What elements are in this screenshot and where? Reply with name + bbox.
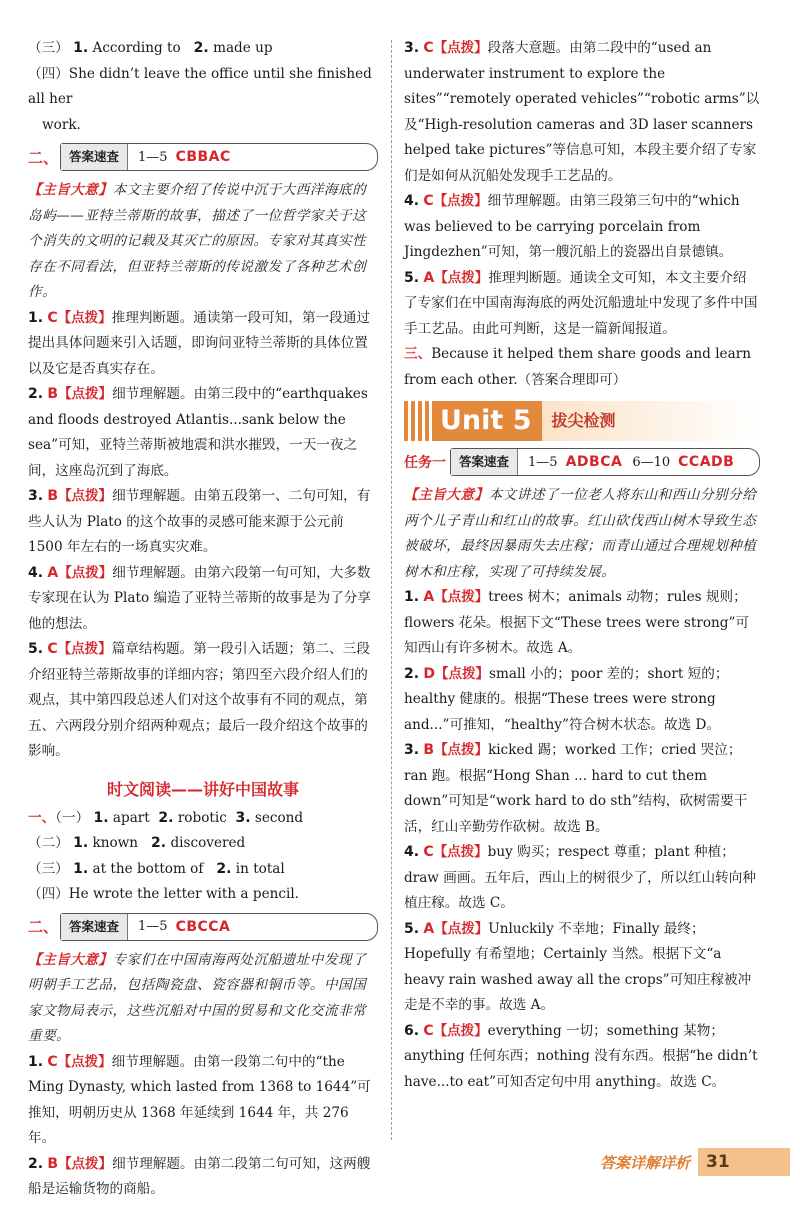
explanation-item <box>404 585 760 662</box>
explanation-item <box>28 306 378 383</box>
section-number: 二、 <box>28 918 59 936</box>
answer-text: at the bottom of <box>92 860 204 877</box>
hint-tag: 【点拨】 <box>434 742 489 758</box>
answer-number: 2. <box>216 860 232 877</box>
unit-subtitle: 拔尖检测 <box>542 401 761 441</box>
main-idea-tag: 【主旨大意】 <box>28 951 113 968</box>
item-answer: A <box>423 589 435 605</box>
answer-quick-check-box <box>60 913 378 941</box>
section-number: 二、 <box>28 148 59 167</box>
reading-line-4 <box>28 882 378 908</box>
box-label: 答案速查 <box>61 144 128 170</box>
answer-key: CBBAC <box>175 149 231 165</box>
answer-text: She didn’t leave the office until she finished all her <box>28 65 372 107</box>
item-text: 细节理解题。由第六段第一句可知，大多数专家现在认为 Plato 编造了亚特兰蒂斯的故事是为了分享他的想法。 <box>28 564 371 632</box>
item-answer: C <box>423 1022 434 1039</box>
item-text: 细节理解题。由第二段第二句可知，这两艘船是运输货物的商船。 <box>28 1155 371 1197</box>
answer-quick-check-box <box>60 143 378 171</box>
left-column <box>28 36 378 1203</box>
hint-tag: 【点拨】 <box>57 309 112 326</box>
answer-text: known <box>92 835 139 851</box>
explanation-item <box>404 738 760 840</box>
answer-number: 2. <box>158 809 174 826</box>
item-number: 4. <box>28 564 44 581</box>
item-text: trees 树木；animals 动物；rules 规则；flowers 花朵。根据下文“These trees were strong”可知西山有许多树木。故选 A。 <box>404 589 750 656</box>
box-label: 答案速查 <box>451 449 518 475</box>
answer-quick-check-box <box>450 448 760 476</box>
explanation-item <box>28 1152 378 1203</box>
answer-text: He wrote the letter with a pencil. <box>68 886 299 902</box>
answer-text: According to <box>92 40 181 56</box>
explanation-item <box>404 662 760 739</box>
reading-line-1 <box>28 806 378 832</box>
item-number: 1. <box>404 589 420 605</box>
answer-text-continued: work. <box>42 116 81 133</box>
unit-title: Unit 5 <box>434 401 542 441</box>
explanation-item <box>404 36 760 189</box>
hint-tag: 【点拨】 <box>57 1053 112 1070</box>
main-idea <box>28 178 378 306</box>
main-idea <box>404 483 760 585</box>
item-text: 细节理解题。由第一段第二句中的“the Ming Dynasty, which lasted from 1368 to 1644”可推知，明朝历史从 1368 年延续到 1644 年，共 276 年。 <box>28 1053 371 1146</box>
answer-range: 1—5 <box>138 149 168 165</box>
reading-line-2 <box>28 831 378 857</box>
main-idea-text: 本文主要介绍了传说中沉于大西洋海底的岛屿——亚特兰蒂斯的故事，描述了一位哲学家关于这个消失的文明的记载及其灭亡的原因。专家对其真实性存在不同看法，但亚特兰蒂斯的传说激发了各种艺术创作。 <box>28 182 367 300</box>
explanation-list <box>404 585 760 1095</box>
hint-tag: 【点拨】 <box>57 641 112 657</box>
hint-tag: 【点拨】 <box>58 1155 113 1172</box>
answer-text: Because it helped them share goods and learn from each other.（答案合理即可） <box>404 346 751 388</box>
answer-text: in total <box>235 860 285 877</box>
explanation-item <box>28 484 378 561</box>
right-column <box>404 36 760 1095</box>
item-text: 段落大意题。由第二段中的“used an underwater instrument to explore the sites”“remotely operated vehicles”“robotic arms”以及“High-resolution cameras and 3D laser scanners helped take pictures”等信息可知，本段主要介绍了专家们是如何从沉船处发现手工艺品的。 <box>404 40 760 184</box>
item-text: 推理判断题。通读第一段可知，第一段通过提出具体问题来引入话题，即询问亚特兰蒂斯的具体位置以及它是否真实存在。 <box>28 309 370 377</box>
item-answer: C <box>47 1053 58 1070</box>
answer-number: 2. <box>193 40 209 56</box>
item-number: 4. <box>404 844 420 860</box>
answer-line-4 <box>28 62 378 113</box>
answer-text: robotic <box>177 809 227 826</box>
item-number: 3. <box>28 488 44 504</box>
line-prefix: （三） <box>28 40 69 56</box>
item-text: small 小的；poor 差的；short 短的；healthy 健康的。根据“These trees were strong and...”可推知，“healthy”符合树木状态。故选 D。 <box>404 665 729 733</box>
hint-tag: 【点拨】 <box>434 920 489 937</box>
main-idea-tag: 【主旨大意】 <box>28 182 113 198</box>
explanation-item <box>404 917 760 1019</box>
explanation-item <box>404 1019 760 1096</box>
hint-tag: 【点拨】 <box>58 564 113 581</box>
line-prefix: （三） <box>28 860 69 877</box>
hint-tag: 【点拨】 <box>433 1022 488 1039</box>
line-prefix: （一） <box>55 809 90 826</box>
item-number: 5. <box>28 641 44 657</box>
item-number: 3. <box>404 40 420 56</box>
answer-text: apart <box>112 809 150 826</box>
unit-banner <box>404 401 760 441</box>
hint-tag: 【点拨】 <box>433 844 488 860</box>
hint-tag: 【点拨】 <box>58 488 113 504</box>
main-idea-text: 本文讲述了一位老人将东山和西山分别分给两个儿子青山和红山的故事。红山砍伐西山树木导致生态被破坏，最终因暴雨失去庄稼；而青山通过合理规划种植树木和庄稼，实现了可持续发展。 <box>404 487 757 580</box>
answer-text: second <box>254 809 304 826</box>
task-label: 任务一 <box>404 455 446 471</box>
item-answer: A <box>423 920 435 937</box>
item-text: 细节理解题。由第三段中的“earthquakes and floods destroyed Atlantis...sank below the sea”可知，亚特兰蒂斯被地震和洪水摧毁，一天一夜之间，这座岛沉到了海底。 <box>28 386 368 479</box>
explanation-item <box>28 561 378 638</box>
item-text: Unluckily 不幸地；Finally 最终；Hopefully 有希望地；Certainly 当然。根据下文“a heavy rain washed away all the crops”可知庄稼被冲走是不幸的事。故选 A。 <box>404 920 752 1013</box>
hint-tag: 【点拨】 <box>433 193 488 209</box>
section-three-answer <box>404 342 760 393</box>
explanation-item <box>404 266 760 343</box>
hint-tag: 【点拨】 <box>433 40 488 56</box>
answer-key: CBCCA <box>175 918 231 935</box>
main-idea-text: 专家们在中国南海两处沉船遗址中发现了明朝手工艺品，包括陶瓷盘、瓷容器和铜币等。中国国家文物局表示，这些沉船对中国的贸易和文化交流非常重要。 <box>28 951 367 1044</box>
item-number: 2. <box>28 386 44 402</box>
answer-range: 6—10 <box>632 454 671 470</box>
hint-tag: 【点拨】 <box>434 269 489 286</box>
item-number: 3. <box>404 742 420 758</box>
item-answer: C <box>423 40 434 56</box>
line-prefix: （四） <box>28 65 69 82</box>
item-answer: B <box>47 1155 59 1172</box>
explanation-item <box>28 382 378 484</box>
section-two-header <box>28 142 378 172</box>
hint-tag: 【点拨】 <box>435 665 490 682</box>
column-divider <box>391 40 392 1140</box>
answer-key: ADBCA <box>565 454 623 470</box>
task-header <box>404 447 760 477</box>
answer-range: 1—5 <box>138 919 168 934</box>
stripe-decoration <box>404 401 434 441</box>
line-prefix: （二） <box>28 835 69 851</box>
answer-number: 1. <box>93 809 109 826</box>
item-text: 篇章结构题。第一段引入话题；第二、三段介绍亚特兰蒂斯故事的详细内容；第四至六段介绍人们的观点，其中第四段总述人们对这个故事有不同的观点，第五、六两段分别介绍两种观点；最后一段介绍这个故事的影响。 <box>28 641 370 759</box>
section-number: 一、 <box>28 809 56 826</box>
item-text: 细节理解题。由第三段第三句中的“which was believed to be carrying porcelain from Jingdezhen”可知，第一艘沉船上的瓷器出自景德镇。 <box>404 193 740 260</box>
item-text: everything 一切；something 某物；anything 任何东西；nothing 没有东西。根据“he didn’t have...to eat”可知否定句中用 anything。故选 C。 <box>404 1022 758 1090</box>
answer-text: made up <box>213 40 273 56</box>
answer-key: CCADB <box>678 454 735 470</box>
item-answer: C <box>47 641 58 657</box>
item-answer: B <box>47 386 59 402</box>
item-answer: A <box>423 269 435 286</box>
item-text: buy 购买；respect 尊重；plant 种植；draw 画画。五年后，西山上的树很少了，所以红山转向种植庄稼。故选 C。 <box>404 844 756 911</box>
item-answer: C <box>423 193 434 209</box>
footer-label: 答案详解详析 <box>600 1153 691 1172</box>
answer-range: 1—5 <box>528 454 558 470</box>
answer-number: 1. <box>73 835 89 851</box>
explanation-item <box>28 1050 378 1152</box>
box-label: 答案速查 <box>61 914 128 940</box>
section-number: 三、 <box>404 346 432 362</box>
explanation-item <box>28 637 378 765</box>
explanation-list <box>28 306 378 765</box>
item-number: 1. <box>28 309 44 326</box>
answer-number: 1. <box>73 860 89 877</box>
item-answer: C <box>47 309 58 326</box>
line-prefix: （四） <box>28 886 69 902</box>
item-answer: A <box>47 564 59 581</box>
page-number: 31 <box>698 1148 790 1176</box>
item-answer: C <box>423 844 434 860</box>
item-text: kicked 踢；worked 工作；cried 哭泣；ran 跑。根据“Hong Shan ... hard to cut them down”可知是“work hard to do sth”结构，砍树需要干活，红山辛勤劳作砍树。故选 B。 <box>404 742 748 835</box>
answer-number: 1. <box>73 40 89 56</box>
item-answer: B <box>423 742 435 758</box>
main-idea-tag: 【主旨大意】 <box>404 487 489 503</box>
page-footer <box>600 1148 790 1176</box>
item-number: 1. <box>28 1053 44 1070</box>
reading-line-3 <box>28 857 378 883</box>
explanation-item <box>404 189 760 266</box>
explanation-item <box>404 840 760 917</box>
answer-text: discovered <box>170 835 246 851</box>
item-number: 4. <box>404 193 420 209</box>
item-number: 5. <box>404 269 420 286</box>
item-number: 6. <box>404 1022 420 1039</box>
main-idea <box>28 948 378 1050</box>
item-number: 2. <box>404 665 420 682</box>
item-number: 2. <box>28 1155 44 1172</box>
item-text: 推理判断题。通读全文可知，本文主要介绍了专家们在中国南海海底的两处沉船遗址中发现了多件中国手工艺品。由此可判断，这是一篇新闻报道。 <box>404 269 758 337</box>
hint-tag: 【点拨】 <box>434 589 489 605</box>
item-answer: B <box>47 488 59 504</box>
section-title: 时文阅读——讲好中国故事 <box>106 779 299 799</box>
item-number: 5. <box>404 920 420 937</box>
answer-number: 3. <box>235 809 251 826</box>
reading-section-two-header <box>28 912 378 942</box>
item-text: 细节理解题。由第五段第一、二句可知，有些人认为 Plato 的这个故事的灵感可能来源于公元前 1500 年左右的一场真实灾难。 <box>28 488 371 555</box>
hint-tag: 【点拨】 <box>58 386 113 402</box>
answer-number: 2. <box>151 835 167 851</box>
item-answer: D <box>423 665 436 682</box>
answer-line-3 <box>28 36 378 62</box>
